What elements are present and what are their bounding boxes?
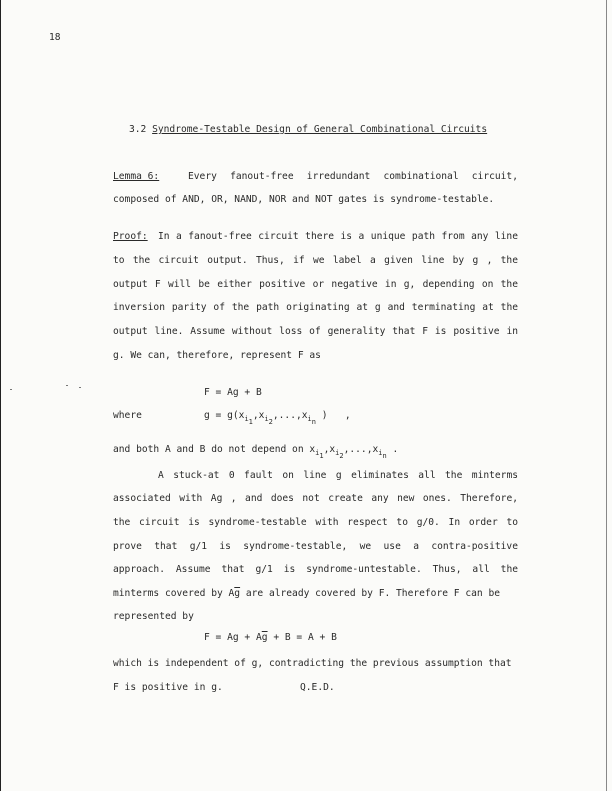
where-tail: ) ,	[321, 410, 351, 421]
where-label: where	[113, 410, 142, 421]
text-run: minterms covered by A	[113, 588, 235, 599]
subsubscript: 1	[319, 452, 324, 460]
equation-1: F = Ag + B	[204, 387, 262, 398]
proof-line-3: output F will be either positive or negative in g, depending on the	[113, 279, 518, 290]
subscript: i	[378, 449, 383, 457]
where-lhs: g = g(x	[204, 410, 245, 421]
subscript: i	[315, 449, 320, 457]
para2-line-5: approach. Assume that g/1 is syndrome-untestable. Thus, all the	[113, 564, 518, 575]
subscript: i	[307, 415, 312, 423]
para2-line-1: A stuck-at 0 fault on line g eliminates all the minterms	[158, 470, 518, 481]
lemma-line-1: Every fanout-free irredundant combinational circuit,	[188, 171, 518, 182]
proof-line-6: g. We can, therefore, represent F as	[113, 350, 321, 361]
subsubscript: n	[311, 418, 316, 426]
section-heading	[129, 124, 487, 136]
para2-line-7: represented by	[113, 611, 194, 622]
subscript: i	[264, 415, 269, 423]
lemma-label: Lemma 6:	[113, 171, 160, 182]
para2-line-6	[113, 588, 500, 600]
scan-speck	[66, 385, 68, 386]
equation-2	[204, 632, 337, 644]
proof-line-1: In a fanout-free circuit there is a unique path from any line	[158, 231, 518, 242]
both-text: and both A and B do not depend on x	[113, 444, 316, 455]
page-right-edge	[606, 0, 607, 791]
where-equation: $g = g(x_{i_1},x_{i_2},...,x_{i_n}$ ) ,	[204, 410, 351, 426]
page-left-edge	[0, 0, 1, 791]
complement-g: $\overline{g}$	[234, 588, 241, 599]
proof-line-5: output line. Assume without loss of generality that F is positive in	[113, 326, 518, 337]
qed-mark: Q.E.D.	[300, 682, 335, 693]
scan-speck	[10, 389, 12, 390]
text-run: are already covered by F. Therefore F can be	[240, 588, 500, 599]
proof-line-2: to the circuit output. Thus, if we label a given line by g , the	[113, 255, 518, 266]
subsubscript: n	[382, 452, 387, 460]
para2-line-3: the circuit is syndrome-testable with respect to g/0. In order to	[113, 517, 518, 528]
conclusion-line-1: which is independent of g, contradicting the previous assumption that	[113, 658, 512, 669]
subsubscript: 2	[268, 418, 273, 426]
both-tail: .	[392, 444, 399, 455]
page-number: 18	[49, 32, 61, 43]
complement-g: $\overline{g}$	[261, 632, 268, 643]
subsubscript: 2	[339, 452, 344, 460]
subscript: i	[335, 449, 340, 457]
proof-label: Proof:	[113, 231, 148, 242]
lemma-line-2: composed of AND, OR, NAND, NOR and NOT gates is syndrome-testable.	[113, 194, 495, 205]
text-run: F = Ag + A	[204, 632, 262, 643]
para2-line-4: prove that g/1 is syndrome-testable, we use a contra-positive	[113, 541, 518, 552]
scan-speck	[79, 387, 81, 388]
para2-line-2: associated with Ag , and does not create any new ones. Therefore,	[113, 493, 518, 504]
subsubscript: 1	[248, 418, 253, 426]
subscript: i	[244, 415, 249, 423]
conclusion-line-2: F is positive in g.	[113, 682, 223, 693]
section-number: 3.2	[129, 124, 147, 135]
proof-line-4: inversion parity of the path originating at g and terminating at the	[113, 302, 518, 313]
text-run: + B = A + B	[267, 632, 337, 643]
section-title: Syndrome-Testable Design of General Combinational Circuits	[152, 124, 488, 135]
both-line: and both A and B do not depend on $x_{i_1},x_{i_2},...,x_{i_n}$ .	[113, 444, 399, 460]
